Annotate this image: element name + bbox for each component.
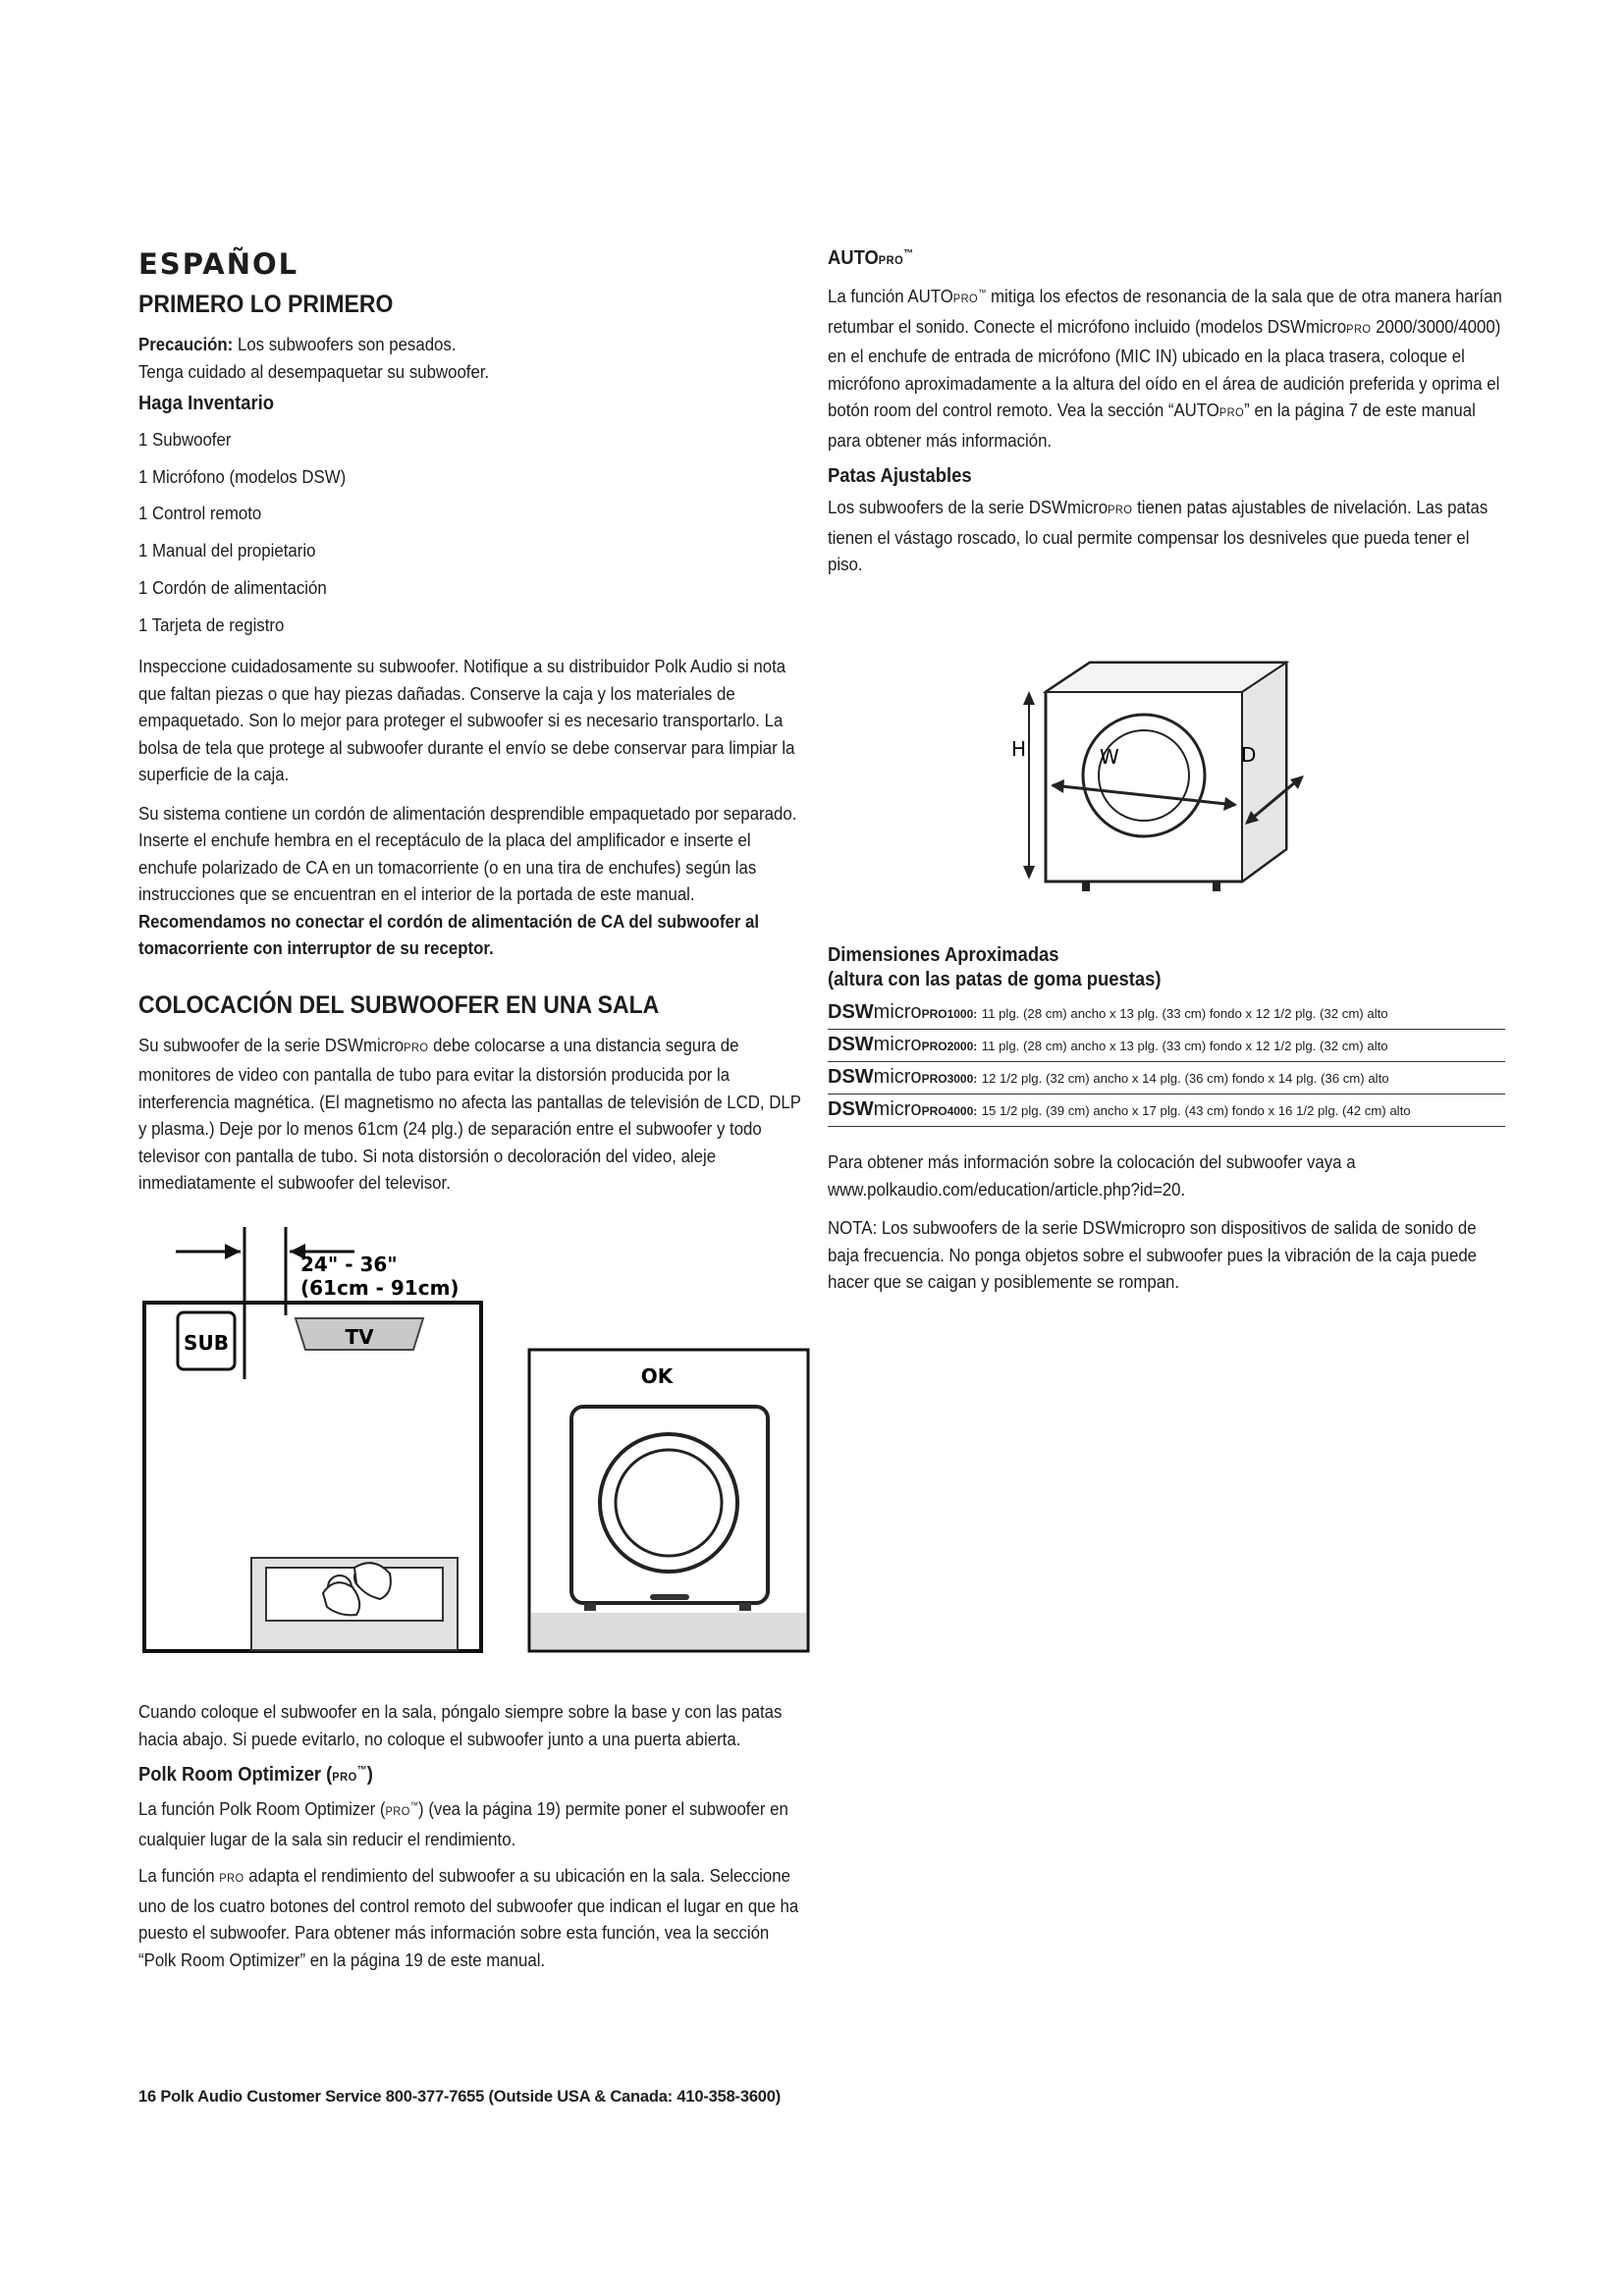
- pro-paragraph-1: [138, 1792, 810, 1852]
- woofer-cone: [1099, 730, 1189, 821]
- pro1-text: La función Polk Room Optimizer (: [138, 1798, 386, 1820]
- pro-mark: PRO: [878, 253, 904, 267]
- model-series: micro: [873, 1001, 922, 1023]
- autopro-paragraph: [828, 280, 1507, 454]
- arrowhead: [1023, 866, 1035, 880]
- inventory-item: 1 Subwoofer: [138, 429, 232, 450]
- model-name: [828, 1034, 977, 1055]
- note-paragraph: NOTA: Los subwoofers de la serie DSWmicropro son dispositivos de salida de sonido de baja frecuencia. No ponga objetos sobre el subwoofer pues la vibración de la caja puede hacer que se caigan y posiblemente se rompan.: [828, 1217, 1478, 1292]
- inventory-item: 1 Manual del propietario: [138, 540, 316, 561]
- autopro-text-3: 2000/3000/4000) en el enchufe de entrada de micrófono (MIC IN) ubicado en la placa trasera, coloque el micrófono aproximadamente a la altura del oído en el área de audición preferida y oprima el botón room del control remoto. Vea la sección “AUTO: [828, 315, 1501, 421]
- inventory-item: 1 Cordón de alimentación: [138, 576, 327, 598]
- page-footer: 16 Polk Audio Customer Service 800-377-7655 (Outside USA & Canada: 410-358-3600): [138, 2088, 782, 2106]
- model-number: PRO2000:: [921, 1040, 978, 1053]
- foot: [739, 1603, 751, 1611]
- autopro-heading-text: AUTO: [828, 247, 879, 269]
- model-prefix: DSW: [828, 1034, 874, 1055]
- floor: [531, 1613, 806, 1649]
- placement-text-2: debe colocarse a una distancia segura de monitores de video con pantalla de tubo para evitar la distorsión producida por la interferencia magnética. (El magnetismo no afecta las pantallas de televisión de LCD, DLP y plasma.) Deje por lo menos 61cm (24 plg.) de separación entre el subwoofer y todo televisor con pantalla de tubo. Si nota distorsión o decoloración del video, aleje inmediatamente el subwoofer del televisor.: [138, 1034, 801, 1194]
- dims-subheading: (altura con las patas de goma puestas): [828, 969, 1162, 990]
- pro-mark: PRO: [404, 1040, 429, 1054]
- model-prefix: DSW: [828, 1001, 874, 1023]
- foot: [584, 1603, 596, 1611]
- sub-label: SUB: [184, 1331, 229, 1355]
- caution-label: Precaución:: [138, 334, 234, 354]
- more-info-paragraph: Para obtener más información sobre la colocación del subwoofer vaya a www.polkaudio.com/education/article.php?id=20.: [828, 1151, 1356, 1200]
- model-spec: 11 plg. (28 cm) ancho x 13 plg. (33 cm) fondo x 12 1/2 plg. (32 cm) alto: [981, 1039, 1388, 1053]
- model-prefix: DSW: [828, 1098, 874, 1120]
- model-series: micro: [873, 1098, 922, 1120]
- section-title-room-placement: COLOCACIÓN DEL SUBWOOFER EN UNA SALA: [138, 990, 660, 1019]
- autopro-text-2: mitiga los efectos de resonancia de la sala que de otra manera harían retumbar el sonido. Conecte el micrófono incluido (modelos DSWmicro: [828, 286, 1502, 337]
- pro-paragraph-2: [138, 1862, 810, 1973]
- dimensions-block: [828, 944, 1505, 1308]
- caution-text-2: Tenga cuidado al desempaquetar su subwoofer.: [138, 360, 490, 382]
- pro1-text-2: ) (vea la página 19) permite poner el subwoofer en cualquier lugar de la sala sin reducir el rendimiento.: [138, 1798, 788, 1849]
- left-column: [138, 247, 808, 1208]
- pro-heading-close: ): [366, 1764, 373, 1786]
- placement-diagram: [138, 1222, 816, 1664]
- model-number: PRO1000:: [921, 1007, 978, 1021]
- floor-paragraph: Cuando coloque el subwoofer en la sala, póngalo siempre sobre la base y con las patas hacia abajo. Si puede evitarlo, no coloque el subwoofer junto a una puerta abierta.: [138, 1701, 783, 1749]
- table-cell: [828, 1062, 1505, 1095]
- pro-mark: PRO: [1218, 405, 1245, 420]
- inventory-item: 1 Micrófono (modelos DSW): [138, 465, 347, 487]
- cube-side: [1242, 663, 1286, 881]
- table-cell: [828, 997, 1505, 1030]
- autopro-text-4: ” en la página 7 de este manual para obtener más información.: [828, 400, 1476, 451]
- pro-mark: PRO: [219, 1871, 244, 1886]
- dims-heading: Dimensiones Aproximadas: [828, 944, 1059, 966]
- table-row: [828, 1062, 1505, 1095]
- height-label: H: [1011, 737, 1027, 761]
- table-row: [828, 1030, 1505, 1062]
- tv-label: TV: [345, 1325, 374, 1349]
- caution-text: Los subwoofers son pesados.: [237, 334, 457, 354]
- pro-heading-text: Polk Room Optimizer (: [138, 1764, 333, 1786]
- model-prefix: DSW: [828, 1066, 874, 1088]
- caution-paragraph: [138, 331, 810, 385]
- inventory-list: [138, 421, 810, 643]
- model-number: PRO3000:: [921, 1072, 978, 1086]
- feet-heading: Patas Ajustables: [828, 465, 972, 488]
- model-name: [828, 1098, 977, 1120]
- model-number: PRO4000:: [921, 1104, 978, 1118]
- trademark: ™: [978, 288, 987, 297]
- table-row: [828, 1095, 1505, 1127]
- inventory-heading: Haga Inventario: [138, 393, 275, 414]
- power-text: Su sistema contiene un cordón de alimentación desprendible empaquetado por separado. Inserte el enchufe hembra en el receptáculo de la placa del amplificador e inserte el enchufe polarizado de CA en un tomacorriente (o en una tira de enchufes) según las instrucciones que se encuentran en el interior de la portada de este manual.: [138, 802, 797, 905]
- inspect-paragraph: Inspeccione cuidadosamente su subwoofer. Notifique a su distribuidor Polk Audio si nota que faltan piezas o que hay piezas dañadas. Conserve la caja y los materiales de empaquetado. Son lo mejor para proteger el subwoofer si es necesario transportarlo. La bolsa de tela que protege al subwoofer durante el envío se debe conservar para limpiar la superficie de la caja.: [138, 656, 795, 785]
- model-series: micro: [873, 1034, 922, 1055]
- ok-label: OK: [640, 1364, 674, 1388]
- table-cell: [828, 1030, 1505, 1062]
- woofer-cone: [616, 1450, 722, 1556]
- pro2-text: La función: [138, 1865, 220, 1887]
- placement-paragraph: [138, 1032, 810, 1197]
- logo-badge: [650, 1594, 689, 1600]
- depth-label: D: [1241, 743, 1257, 767]
- pro-mark: PRO: [385, 1804, 410, 1819]
- width-label: W: [1100, 745, 1119, 769]
- power-paragraph: [138, 800, 810, 962]
- feet-text: Los subwoofers de la serie DSWmicro: [828, 497, 1109, 518]
- right-column: [828, 247, 1505, 590]
- trademark: ™: [356, 1764, 367, 1777]
- autopro-text: La función AUTO: [828, 286, 953, 307]
- distance-label-cm: (61cm - 91cm): [300, 1276, 460, 1300]
- pro-mark: PRO: [332, 1770, 357, 1784]
- model-name: [828, 1001, 977, 1023]
- pro2-text-2: adapta el rendimiento del subwoofer a su ubicación en la sala. Seleccione uno de los cuatro botones del control remoto del subwoofer que indican el lugar en que ha puesto el subwoofer. Para obtener más información sobre esta función, vea la sección “Polk Room Optimizer” en la página 19 de este manual.: [138, 1865, 799, 1970]
- foot: [1213, 881, 1220, 891]
- arrow-right-head: [225, 1244, 241, 1259]
- model-series: micro: [873, 1066, 922, 1088]
- distance-label-inches: 24" - 36": [300, 1253, 398, 1276]
- inventory-item: 1 Tarjeta de registro: [138, 614, 285, 635]
- table-row: [828, 997, 1505, 1030]
- autopro-heading: [828, 247, 1451, 270]
- pro-mark: PRO: [952, 292, 979, 306]
- feet-paragraph: [828, 494, 1507, 578]
- pro-mark: PRO: [1346, 321, 1372, 336]
- model-spec: 11 plg. (28 cm) ancho x 13 plg. (33 cm) fondo x 12 1/2 plg. (32 cm) alto: [981, 1006, 1388, 1021]
- pro-mark: PRO: [1108, 503, 1133, 517]
- table-cell: [828, 1095, 1505, 1127]
- foot: [1082, 881, 1090, 891]
- trademark: ™: [903, 247, 914, 260]
- feet-text-2: tienen patas ajustables de nivelación. Las patas tienen el vástago roscado, lo cual permite compensar los desniveles que pueda tener el piso.: [828, 497, 1489, 575]
- model-name: [828, 1066, 977, 1088]
- pro-heading: [138, 1764, 754, 1787]
- language-heading: ESPAÑOL: [138, 247, 299, 281]
- model-spec: 15 1/2 plg. (39 cm) ancho x 17 plg. (43 cm) fondo x 16 1/2 plg. (42 cm) alto: [981, 1103, 1411, 1118]
- arrowhead: [1023, 691, 1035, 705]
- model-spec: 12 1/2 plg. (32 cm) ancho x 14 plg. (36 cm) fondo x 14 plg. (36 cm) alto: [981, 1071, 1389, 1086]
- section-title-first-things: PRIMERO LO PRIMERO: [138, 291, 394, 318]
- arrowhead: [1290, 775, 1304, 789]
- dimensions-table: [828, 997, 1505, 1127]
- left-lower-column: [138, 1698, 808, 1985]
- inventory-item: 1 Control remoto: [138, 503, 262, 524]
- trademark: ™: [409, 1800, 419, 1810]
- power-warning: Recomendamos no conectar el cordón de alimentación de CA del subwoofer al tomacorriente con interruptor de su receptor.: [138, 910, 760, 959]
- placement-text: Su subwoofer de la serie DSWmicro: [138, 1034, 405, 1055]
- dimensions-diagram: [1001, 658, 1316, 893]
